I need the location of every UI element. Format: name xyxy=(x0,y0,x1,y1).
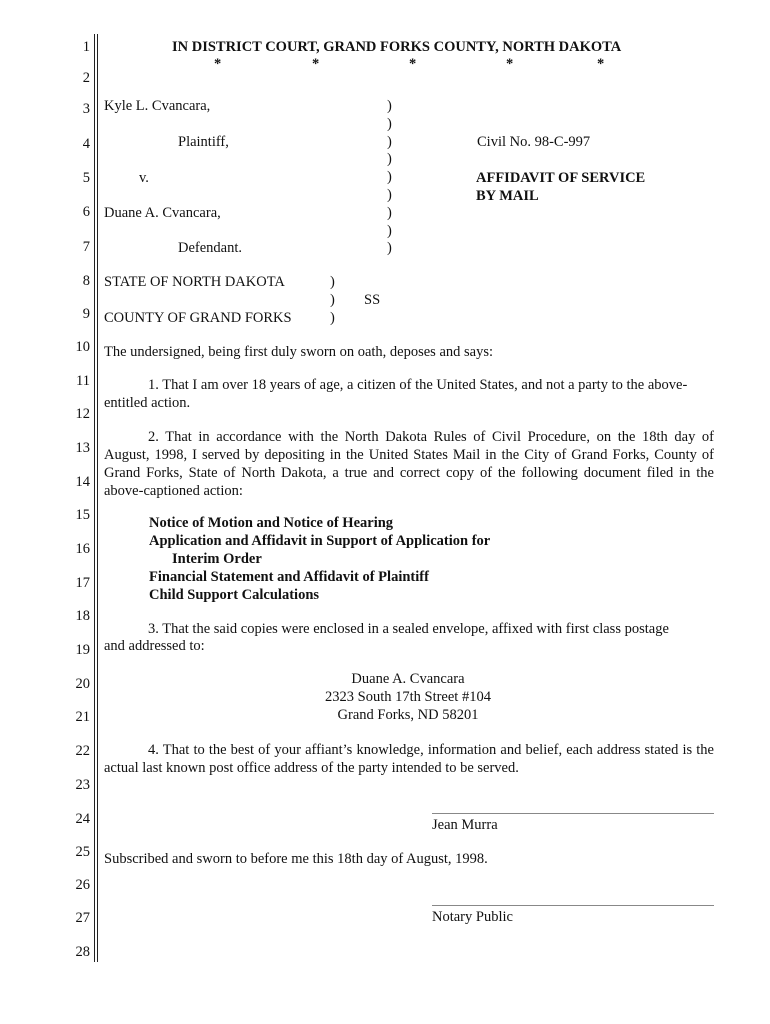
document-title-line1: AFFIDAVIT OF SERVICE xyxy=(476,170,646,186)
venue-paren: ) xyxy=(330,310,335,326)
address-line: Duane A. Cvancara xyxy=(351,671,465,687)
line-number: 7 xyxy=(82,239,90,255)
venue-county: COUNTY OF GRAND FORKS xyxy=(104,310,292,326)
court-header: IN DISTRICT COURT, GRAND FORKS COUNTY, NORTH DAKOTA xyxy=(172,39,622,55)
paragraph-3-continuation: and addressed to: xyxy=(104,638,205,654)
venue-paren: ) xyxy=(330,292,335,308)
asterisk: * xyxy=(214,56,222,72)
served-document-item: Child Support Calculations xyxy=(149,587,320,603)
affiant-name: Jean Murra xyxy=(432,817,498,833)
asterisk: * xyxy=(597,56,605,72)
caption-paren: ) xyxy=(387,240,392,257)
served-document-item: Application and Affidavit in Support of Application for xyxy=(149,533,491,549)
plaintiff-role: Plaintiff, xyxy=(178,134,229,150)
line-number: 15 xyxy=(75,507,90,523)
caption-paren: ) xyxy=(387,133,392,150)
line-number: 16 xyxy=(75,541,90,557)
line-number: 24 xyxy=(75,811,90,827)
served-document-item: Notice of Motion and Notice of Hearing xyxy=(149,515,394,531)
paragraph-1-first-line: 1. That I am over 18 years of age, a citizen of the United States, and not a party to the above- xyxy=(148,377,688,393)
paragraph-3-first-line: 3. That the said copies were enclosed in a sealed envelope, affixed with first class postage xyxy=(148,621,669,637)
notary-label: Notary Public xyxy=(432,909,513,925)
defendant-name: Duane A. Cvancara, xyxy=(104,205,221,221)
venue-paren: ) xyxy=(330,274,335,290)
caption-paren: ) xyxy=(387,98,392,114)
asterisk: * xyxy=(409,56,417,72)
paragraph-4: 4. That to the best of your affiant’s knowledge, information and belief, each address stated is the actual last known post office address of the party intended to be served. xyxy=(104,742,714,776)
line-number: 11 xyxy=(76,373,90,389)
document-title-line2: BY MAIL xyxy=(476,188,539,204)
civil-number: Civil No. 98-C-997 xyxy=(477,134,591,150)
line-number: 27 xyxy=(75,910,90,926)
plaintiff-name: Kyle L. Cvancara, xyxy=(104,98,211,114)
line-number: 13 xyxy=(75,440,90,456)
served-document-item: Financial Statement and Affidavit of Plaintiff xyxy=(149,569,429,585)
caption-paren: ) xyxy=(387,169,392,186)
line-number: 6 xyxy=(82,204,90,220)
venue-ss: SS xyxy=(364,292,381,308)
line-number: 8 xyxy=(82,273,90,289)
address-line: 2323 South 17th Street #104 xyxy=(325,689,491,705)
affiant-signature-line xyxy=(432,813,714,814)
address-line: Grand Forks, ND 58201 xyxy=(337,707,479,723)
caption-paren: ) xyxy=(387,204,392,221)
defendant-role: Defendant. xyxy=(178,240,243,256)
intro-statement: The undersigned, being first duly sworn on oath, deposes and says: xyxy=(104,344,494,360)
line-number: 3 xyxy=(82,101,90,117)
line-number: 25 xyxy=(75,844,90,860)
paragraph-1-continuation: entitled action. xyxy=(104,395,191,411)
line-number: 2 xyxy=(82,70,90,86)
line-number: 17 xyxy=(75,575,90,591)
subscribed-statement: Subscribed and sworn to before me this 18th day of August, 1998. xyxy=(104,851,488,867)
caption-paren: ) xyxy=(387,151,392,168)
line-number: 26 xyxy=(75,877,90,893)
line-number: 12 xyxy=(75,406,90,422)
line-number: 14 xyxy=(75,474,90,490)
margin-rule-right xyxy=(97,34,98,962)
line-number: 23 xyxy=(75,777,90,793)
line-number: 28 xyxy=(75,944,90,960)
line-number: 4 xyxy=(82,136,90,152)
line-number: 9 xyxy=(82,306,90,322)
versus: v. xyxy=(139,170,149,186)
caption-paren: ) xyxy=(387,222,392,239)
line-number: 21 xyxy=(75,709,90,725)
caption-paren: ) xyxy=(387,187,392,203)
asterisk: * xyxy=(506,56,514,72)
line-number: 1 xyxy=(82,39,90,55)
asterisk: * xyxy=(312,56,320,72)
caption-paren: ) xyxy=(387,115,392,132)
line-number: 20 xyxy=(75,676,90,692)
margin-rule-left xyxy=(94,34,95,962)
line-number: 10 xyxy=(75,339,90,355)
served-document-item: Interim Order xyxy=(172,551,262,567)
paragraph-2: 2. That in accordance with the North Dakota Rules of Civil Procedure, on the 18th day of August, 1998, I served by depositing in the United States Mail in the City of Grand Forks, County of Grand Forks, State of North Dakota, a true and correct copy of the following document filed in the above-captioned action: xyxy=(104,429,714,499)
venue-state: STATE OF NORTH DAKOTA xyxy=(104,274,285,290)
notary-signature-line xyxy=(432,905,714,906)
line-number: 5 xyxy=(82,170,90,186)
line-number: 18 xyxy=(75,608,90,624)
line-number: 22 xyxy=(75,743,90,759)
line-number: 19 xyxy=(75,642,90,658)
